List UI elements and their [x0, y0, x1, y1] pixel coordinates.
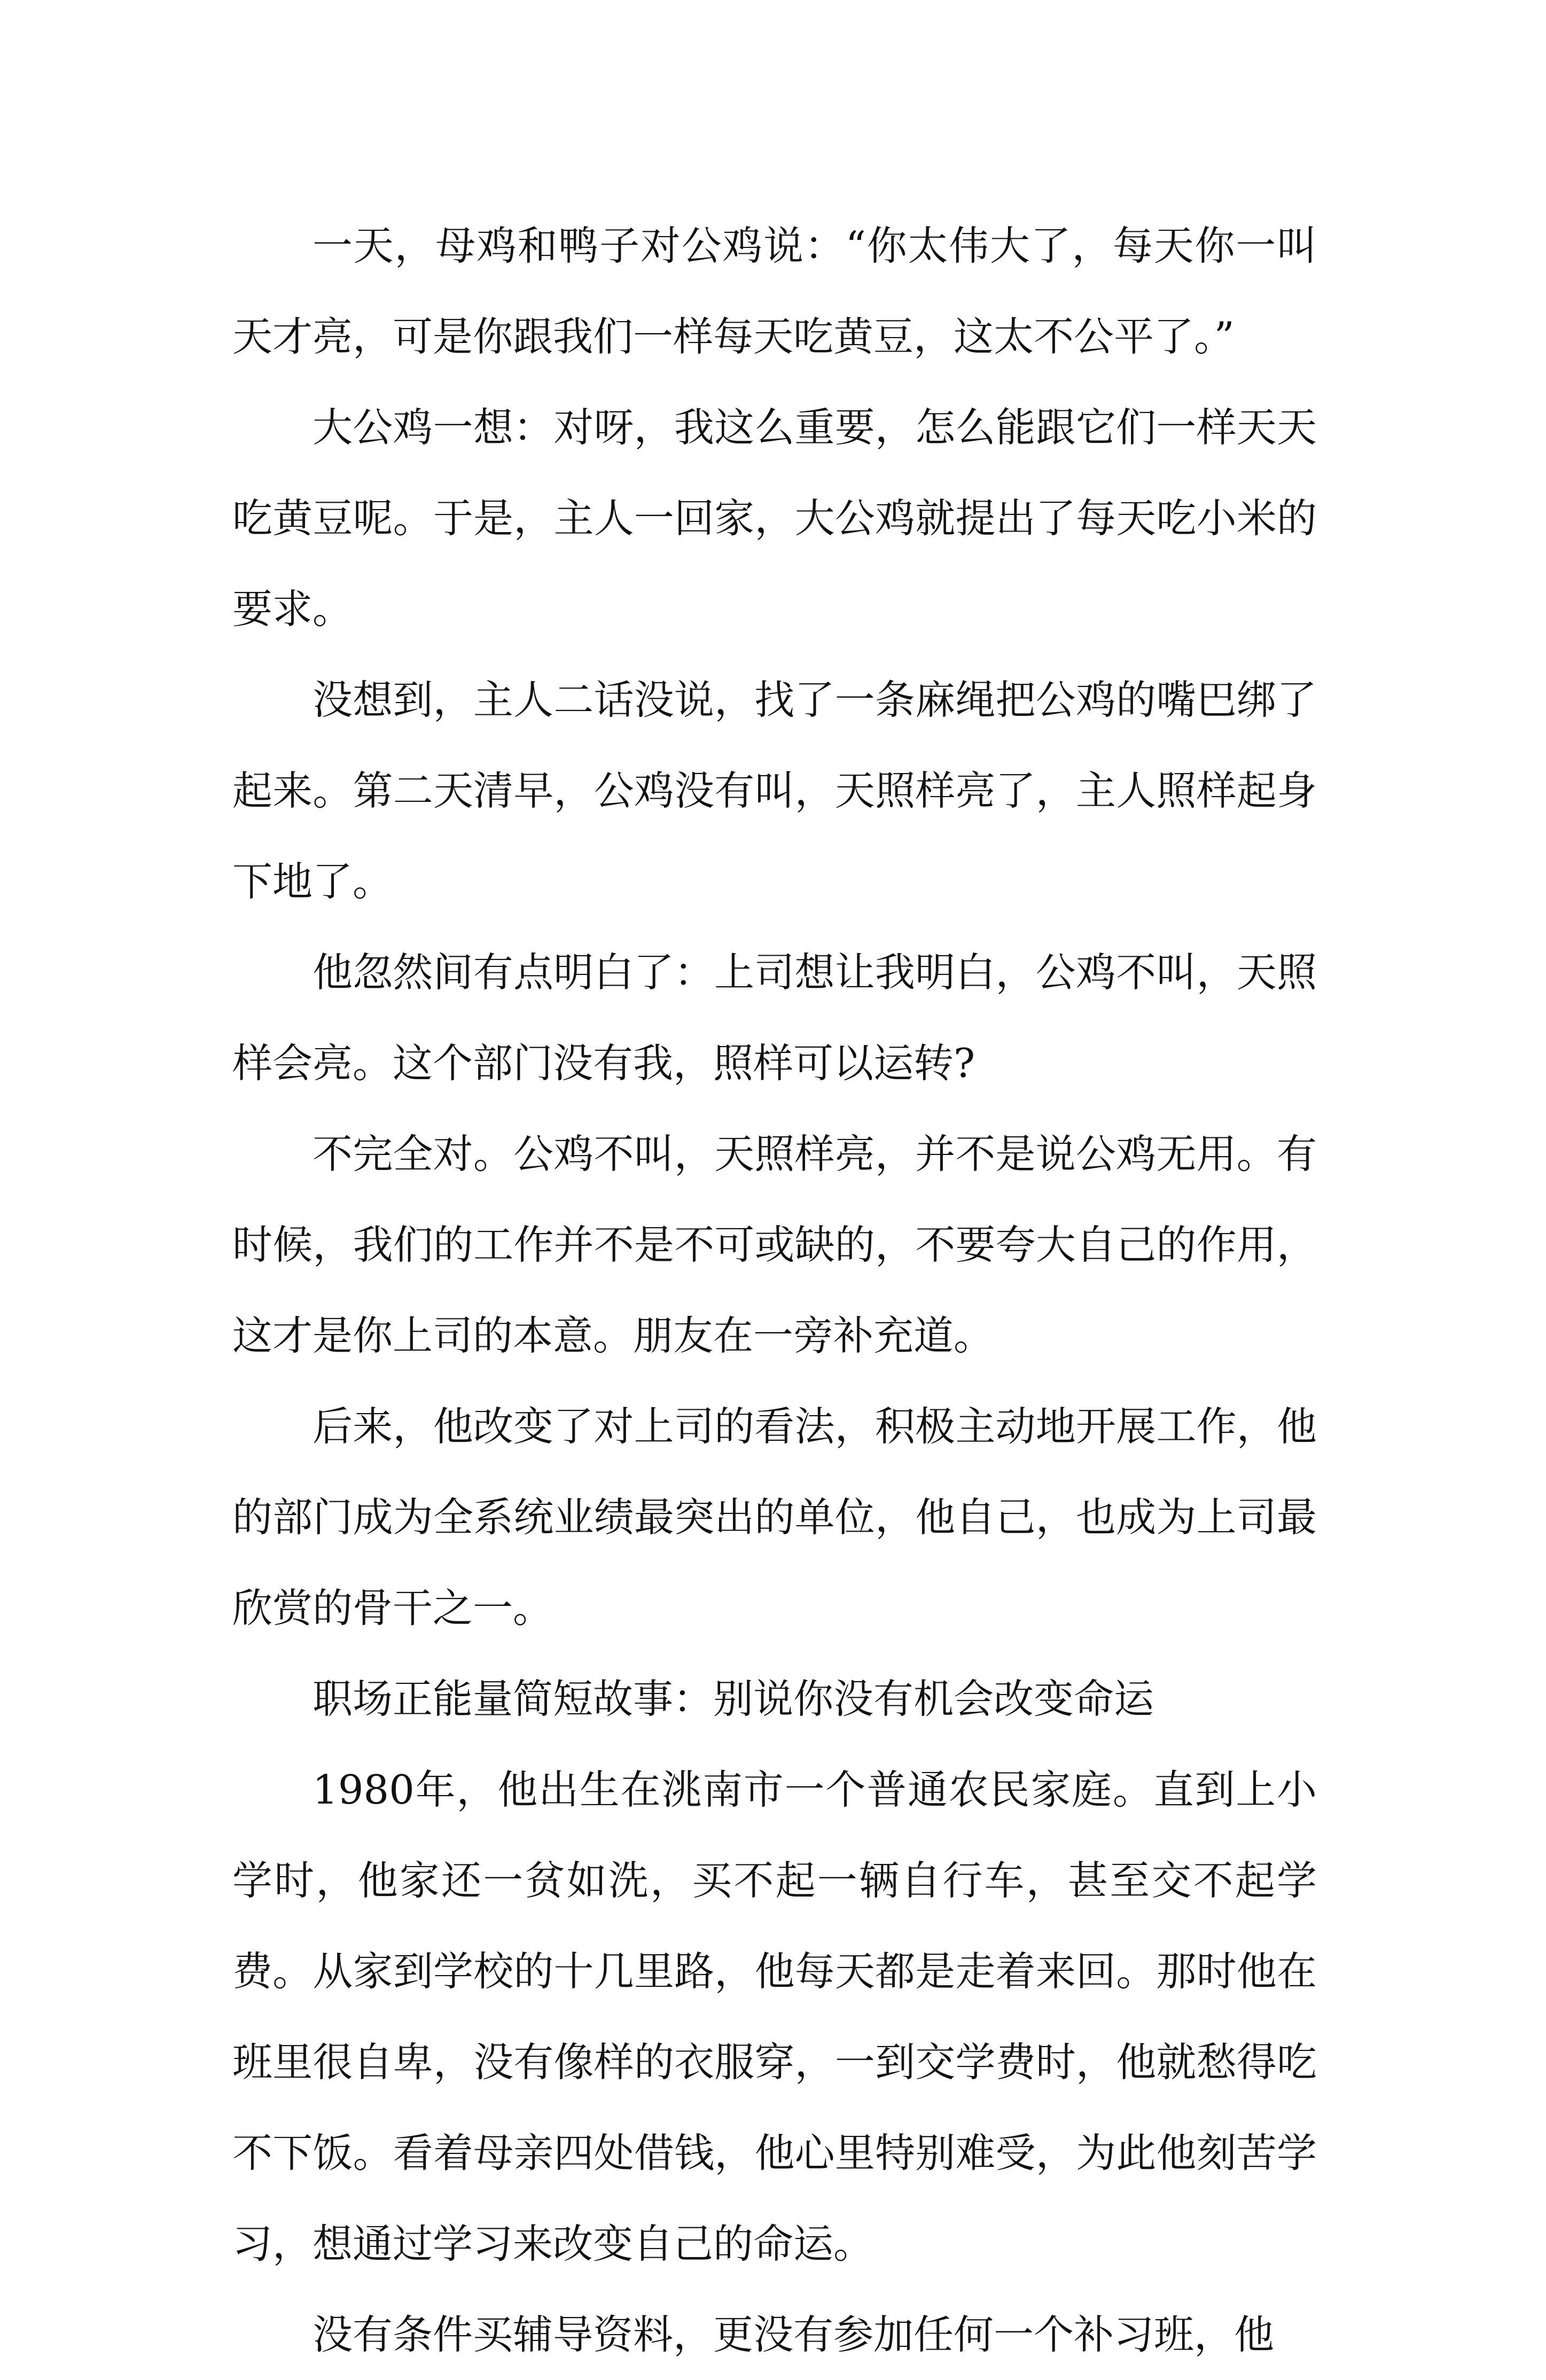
paragraph: 1980年，他出生在洮南市一个普通农民家庭。直到上小学时，他家还一贫如洗，买不起一辆自行车，甚至交不起学费。从家到学校的十几里路，他每天都是走着来回。那时他在班里很自卑，没有像样的衣服穿，一到交学费时，他就愁得吃不下饭。看着母亲四处借钱，他心里特别难受，为此他刻苦学习，想通过学习来改变自己的命运。 — [232, 1766, 1317, 2267]
paragraph: 大公鸡一想：对呀，我这么重要，怎么能跟它们一样天天吃黄豆呢。于是，主人一回家，大公鸡就提出了每天吃小米的要求。 — [232, 404, 1317, 633]
paragraph: 他忽然间有点明白了：上司想让我明白，公鸡不叫，天照样会亮。这个部门没有我，照样可以运转? — [232, 949, 1317, 1087]
section-heading: 职场正能量简短故事：别说你没有机会改变命运 — [313, 1675, 1154, 1722]
paragraph: 不完全对。公鸡不叫，天照样亮，并不是说公鸡无用。有时候，我们的工作并不是不可或缺的，不要夸大自己的作用，这才是你上司的本意。朋友在一旁补充道。 — [232, 1130, 1317, 1359]
paragraph: 后来，他改变了对上司的看法，积极主动地开展工作，他的部门成为全系统业绩最突出的单位，他自己，也成为上司最欣赏的骨干之一。 — [232, 1403, 1317, 1632]
paragraph: 一天，母鸡和鸭子对公鸡说：“你太伟大了，每天你一叫天才亮，可是你跟我们一样每天吃黄豆，这太不公平了。” — [232, 222, 1317, 360]
document-body — [232, 200, 1317, 2380]
paragraph: 没有条件买辅导资料，更没有参加任何一个补习班，他 — [313, 2311, 1275, 2358]
paragraph: 没想到，主人二话没说，找了一条麻绳把公鸡的嘴巴绑了起来。第二天清早，公鸡没有叫，天照样亮了，主人照样起身下地了。 — [232, 676, 1317, 905]
